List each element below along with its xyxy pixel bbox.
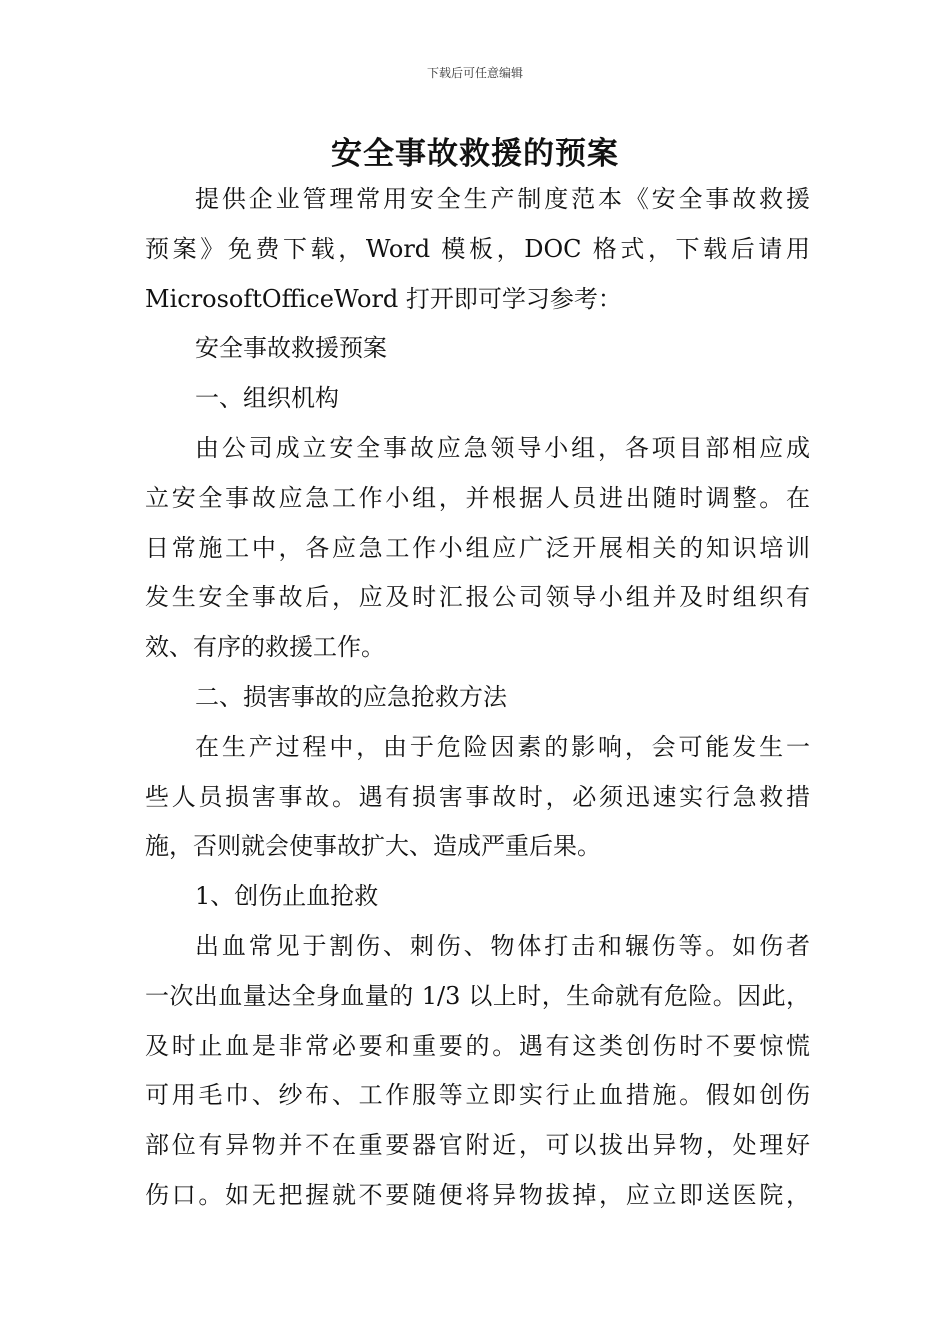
paragraph-line: 施，否则就会使事故扩大、造成严重后果。: [145, 832, 601, 861]
section-heading: 二、损害事故的应急抢救方法: [195, 682, 507, 711]
paragraph-line: 及时止血是非常必要和重要的。遇有这类创伤时不要惊慌: [145, 1031, 810, 1060]
paragraph-line: MicrosoftOfficeWord 打开即可学习参考：: [145, 284, 622, 313]
paragraph-line: 可用毛巾、纱布、工作服等立即实行止血措施。假如创伤: [145, 1081, 810, 1110]
paragraph-line: 伤口。如无把握就不要随便将异物拔掉，应立即送医院，: [145, 1180, 810, 1209]
paragraph-line: 预案》免费下载，Word 模板，DOC 格式，下载后请用: [145, 234, 810, 263]
paragraph-line: 日常施工中，各应急工作小组应广泛开展相关的知识培训: [145, 533, 810, 562]
paragraph-line: 提供企业管理常用安全生产制度范本《安全事故救援: [195, 185, 810, 213]
paragraph-line: 立安全事故应急工作小组，并根据人员进出随时调整。在: [145, 483, 810, 512]
document-title: 安全事故救援的预案: [331, 136, 619, 172]
page-header-note: 下载后可任意编辑: [426, 66, 523, 80]
section-heading: 一、组织机构: [195, 384, 339, 413]
section-heading: 安全事故救援预案: [195, 334, 387, 363]
paragraph-line: 在生产过程中，由于危险因素的影响，会可能发生一: [195, 732, 810, 761]
paragraph-line: 效、有序的救援工作。: [145, 633, 385, 662]
paragraph-line: 些人员损害事故。遇有损害事故时，必须迅速实行急救措: [145, 782, 810, 811]
paragraph-line: 由公司成立安全事故应急领导小组，各项目部相应成: [195, 433, 810, 462]
paragraph-line: 部位有异物并不在重要器官附近，可以拔出异物，处理好: [145, 1131, 810, 1160]
section-heading: 1、创伤止血抢救: [195, 882, 379, 911]
paragraph-line: 出血常见于割伤、刺伤、物体打击和辗伤等。如伤者: [195, 931, 810, 960]
document-body: [145, 175, 810, 1221]
paragraph-line: 一次出血量达全身血量的 1/3 以上时，生命就有危险。因此，: [145, 981, 810, 1010]
paragraph-line: 发生安全事故后，应及时汇报公司领导小组并及时组织有: [145, 583, 810, 612]
